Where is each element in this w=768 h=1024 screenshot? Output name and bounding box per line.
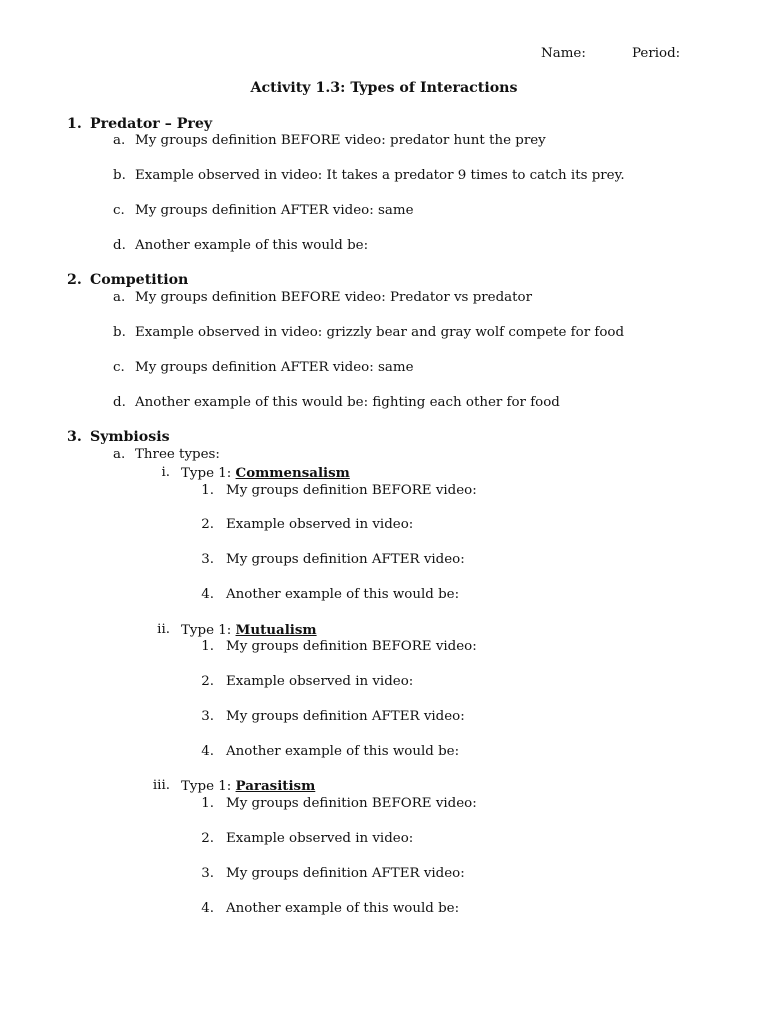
- s1-item-b-text: Example observed in video: It takes a predator 9 times to catch its prey.: [135, 168, 625, 183]
- section-3-heading: Symbiosis: [90, 429, 170, 445]
- s1-item-a-text: My groups definition BEFORE video: predator hunt the prey: [135, 133, 546, 148]
- type-ii-prefix: Type 1:: [181, 623, 236, 638]
- type-ii-step-2-num: 2.: [201, 674, 214, 689]
- type-ii-step-1-num: 1.: [201, 639, 214, 654]
- type-ii-step-3-num: 3.: [201, 709, 214, 724]
- s1-item-a-letter: a.: [113, 133, 126, 148]
- type-iii-step-1-text: My groups definition BEFORE video:: [226, 796, 477, 811]
- type-i-step-2-text: Example observed in video:: [226, 517, 414, 532]
- section-1-number: 1.: [67, 116, 82, 132]
- type-iii-step-3-num: 3.: [201, 866, 214, 881]
- type-iii-step-2-num: 2.: [201, 831, 214, 846]
- s2-item-d-text: Another example of this would be: fighting each other for food: [135, 395, 560, 410]
- type-iii-roman: iii.: [152, 778, 170, 793]
- s1-item-d-letter: d.: [113, 238, 126, 253]
- type-iii-step-4-num: 4.: [201, 901, 214, 916]
- type-ii-label: [181, 622, 317, 638]
- page-title: Activity 1.3: Types of Interactions: [250, 80, 518, 96]
- type-i-prefix: Type 1:: [181, 466, 236, 481]
- type-ii-step-1-text: My groups definition BEFORE video:: [226, 639, 477, 654]
- s1-item-d-text: Another example of this would be:: [135, 238, 369, 253]
- s2-item-a-text: My groups definition BEFORE video: Predator vs predator: [135, 290, 532, 305]
- type-ii-step-4-text: Another example of this would be:: [226, 744, 460, 759]
- type-i-name: Commensalism: [235, 465, 350, 481]
- type-ii-step-3-text: My groups definition AFTER video:: [226, 709, 465, 724]
- type-i-step-3-num: 3.: [201, 552, 214, 567]
- type-iii-step-1-num: 1.: [201, 796, 214, 811]
- section-1-heading: Predator – Prey: [90, 116, 213, 132]
- s3-intro-letter: a.: [113, 447, 126, 462]
- s1-item-c-text: My groups definition AFTER video: same: [135, 203, 414, 218]
- type-iii-prefix: Type 1:: [181, 779, 236, 794]
- type-iii-label: [181, 778, 315, 794]
- section-2-number: 2.: [67, 272, 82, 288]
- s2-item-d-letter: d.: [113, 395, 126, 410]
- type-iii-step-2-text: Example observed in video:: [226, 831, 414, 846]
- type-ii-step-2-text: Example observed in video:: [226, 674, 414, 689]
- type-i-step-3-text: My groups definition AFTER video:: [226, 552, 465, 567]
- s1-item-c-letter: c.: [113, 203, 125, 218]
- s3-intro-text: Three types:: [135, 447, 220, 462]
- s2-item-b-letter: b.: [113, 325, 126, 340]
- type-ii-roman: ii.: [157, 622, 170, 637]
- type-i-roman: i.: [161, 465, 170, 480]
- section-3-number: 3.: [67, 429, 82, 445]
- name-label: Name:: [541, 46, 586, 61]
- s2-item-a-letter: a.: [113, 290, 126, 305]
- type-iii-step-4-text: Another example of this would be:: [226, 901, 460, 916]
- type-ii-name: Mutualism: [235, 622, 317, 638]
- s2-item-c-letter: c.: [113, 360, 125, 375]
- s2-item-c-text: My groups definition AFTER video: same: [135, 360, 414, 375]
- type-i-label: [181, 465, 350, 481]
- type-i-step-1-num: 1.: [201, 483, 214, 498]
- period-label: Period:: [632, 46, 681, 61]
- type-i-step-2-num: 2.: [201, 517, 214, 532]
- type-i-step-4-text: Another example of this would be:: [226, 587, 460, 602]
- section-2-heading: Competition: [90, 272, 189, 288]
- s2-item-b-text: Example observed in video: grizzly bear and gray wolf compete for food: [135, 325, 625, 340]
- type-ii-step-4-num: 4.: [201, 744, 214, 759]
- s1-item-b-letter: b.: [113, 168, 126, 183]
- type-iii-step-3-text: My groups definition AFTER video:: [226, 866, 465, 881]
- type-i-step-4-num: 4.: [201, 587, 214, 602]
- type-i-step-1-text: My groups definition BEFORE video:: [226, 483, 477, 498]
- type-iii-name: Parasitism: [235, 778, 316, 794]
